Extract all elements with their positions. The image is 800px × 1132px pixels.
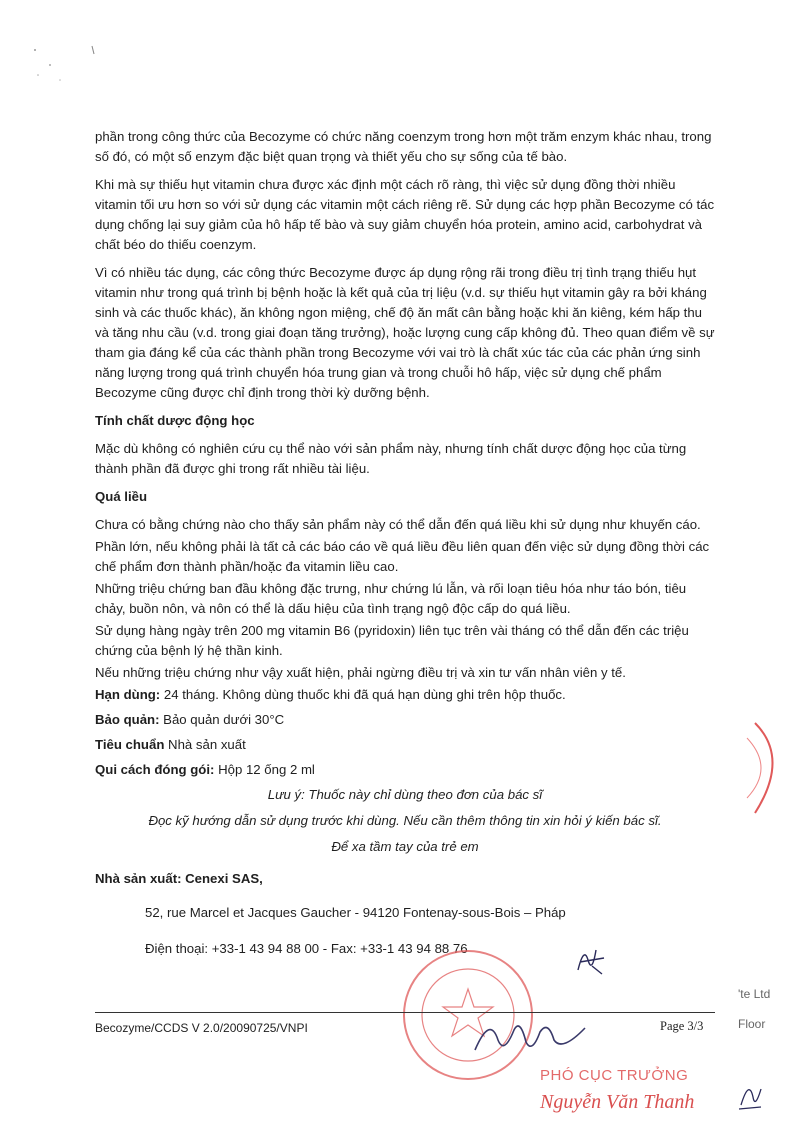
margin-text-1: 'te Ltd: [738, 987, 771, 1001]
paragraph-indications: Vì có nhiều tác dụng, các công thức Becozyme được áp dụng rộng rãi trong điều trị tình trạng thiếu hụt vitamin như trong quá trình bị bệnh hoặc là kết quả của trị liệu (v.d. sự thiếu hụt vitamin gây ra bởi kháng sinh và các thuốc khác), ăn không ngon miệng, chế độ ăn mất cân bằng hoặc khi ăn kiêng, kém hấp thu và tăng nhu cầu (v.d. trong giai đoạn tăng trưởng), hoặc lượng cung cấp không đủ. Theo quan điểm về sự tham gia đáng kể của các thành phần trong Becozyme với vai trò là chất xúc tác của các phản ứng sinh năng lượng trong quá trình chuyển hóa trung gian và trong chuỗi hô hấp, việc sử dụng chế phẩm Becozyme cũng được chỉ định trong thời kỳ dưỡng bệnh.: [95, 265, 715, 400]
paragraph-overdose-4: Sử dụng hàng ngày trên 200 mg vitamin B6 (pyridoxin) liên tục trên vài tháng có thể dẫn đến các triệu chứng của bệnh lý hệ thần kinh.: [95, 623, 689, 658]
official-signature-icon: [470, 1010, 590, 1060]
paragraph-coenzyme: phần trong công thức của Becozyme có chức năng coenzym trong hơn một trăm enzym khác nhau, trong số đó, có một số enzym đặc biệt quan trọng và thiết yếu cho sự sống của tế bào.: [95, 129, 712, 164]
footer-page-number: Page 3/3: [660, 1019, 704, 1033]
paragraph-overdose-3: Những triệu chứng ban đầu không đặc trưng, như chứng lú lẫn, và rối loạn tiêu hóa như táo bón, tiêu chảy, buồn nôn, và nôn có thể là dấu hiệu của tình trạng ngộ độc cấp do quá liều.: [95, 581, 687, 616]
initials-signature-icon: [570, 940, 610, 980]
signatory-name: Nguyễn Văn Thanh: [540, 1091, 695, 1113]
manufacturer-phone-fax: Điện thoại: +33-1 43 94 88 00 - Fax: +33-1 43 94 88 76: [145, 941, 468, 956]
note-keep-away-children: Để xa tầm tay của trẻ em: [331, 839, 479, 854]
footer-document-id: Becozyme/CCDS V 2.0/20090725/VNPI: [95, 1021, 308, 1035]
footer-divider: [95, 1012, 715, 1013]
packaging-label: Qui cách đóng gói:: [95, 762, 215, 777]
paragraph-overdose-5: Nếu những triệu chứng như vậy xuất hiện, phải ngừng điều trị và xin tư vấn nhân viên y tế.: [95, 665, 626, 680]
standard-value: Nhà sản xuất: [164, 737, 246, 752]
paragraph-overdose-2: Phần lớn, nếu không phải là tất cả các báo cáo về quá liều đều liên quan đến việc sử dụng đồng thời các chế phẩm đơn thành phần/hoặc đa vitamin liều cao.: [95, 539, 710, 574]
paragraph-pharmacokinetics: Mặc dù không có nghiên cứu cụ thể nào với sản phẩm này, nhưng tính chất dược động học của từng thành phần đã được ghi trong rất nhiều tài liệu.: [95, 441, 687, 476]
edge-seal-stamp-icon: [735, 718, 795, 818]
storage-value: Bảo quản dưới 30°C: [159, 712, 285, 727]
storage: [95, 710, 715, 730]
note-prescription: Lưu ý: Thuốc này chỉ dùng theo đơn của bác sĩ: [267, 787, 543, 802]
packaging: [95, 760, 715, 780]
packaging-value: Hộp 12 ống 2 ml: [214, 762, 315, 777]
heading-overdose: Quá liều: [95, 489, 148, 504]
shelf-life-label: Hạn dùng:: [95, 687, 161, 702]
standard-label: Tiêu chuẩn: [95, 737, 165, 752]
shelf-life-value: 24 tháng. Không dùng thuốc khi đã quá hạn dùng ghi trên hộp thuốc.: [160, 687, 566, 702]
margin-text-2: Floor: [738, 1017, 766, 1031]
signatory-title: PHÓ CỤC TRƯỞNG: [540, 1067, 689, 1084]
margin-signature-icon: [735, 1075, 765, 1115]
paragraph-overdose-1: Chưa có bằng chứng nào cho thấy sản phẩm này có thể dẫn đến quá liều khi sử dụng như khuyến cáo.: [95, 517, 701, 532]
standard: [95, 735, 715, 755]
heading-pharmacokinetics: Tính chất dược động học: [95, 413, 255, 428]
manufacturer: Nhà sản xuất: Cenexi SAS,: [95, 871, 263, 886]
shelf-life: [95, 685, 715, 705]
storage-label: Bảo quản:: [95, 712, 160, 727]
note-read-instructions: Đọc kỹ hướng dẫn sử dụng trước khi dùng. Nếu cần thêm thông tin xin hỏi ý kiến bác sĩ.: [148, 813, 662, 828]
paragraph-multivitamin: Khi mà sự thiếu hụt vitamin chưa được xác định một cách rõ ràng, thì việc sử dụng đồng thời nhiều vitamin tối ưu hơn so với sử dụng các vitamin một cách riêng rẽ. Sử dụng các hợp phần Becozyme có tác dụng chống lại suy giảm của hô hấp tế bào và suy giảm chuyển hóa protein, amino acid, carbohydrat và chất béo do thiếu coenzym.: [95, 177, 715, 252]
manufacturer-address: 52, rue Marcel et Jacques Gaucher - 94120 Fontenay-sous-Bois – Pháp: [145, 905, 566, 920]
scan-noise-marks: [30, 40, 100, 100]
document-body: [95, 127, 715, 967]
